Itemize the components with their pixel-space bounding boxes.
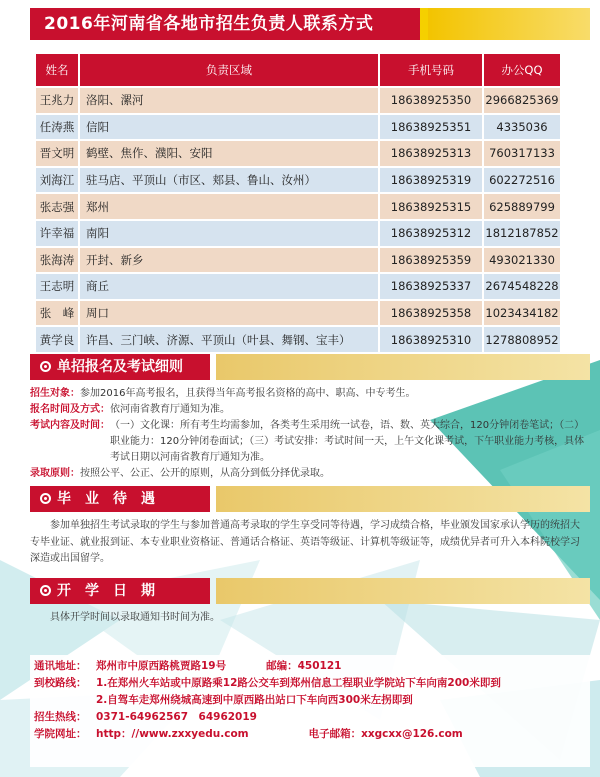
table-row <box>36 168 560 193</box>
cell-name: 许幸福 <box>36 221 78 246</box>
cell-phone: 18638925337 <box>380 274 482 299</box>
address-value: 郑州市中原西路桃贾路19号 <box>96 660 227 672</box>
cell-region: 洛阳、漯河 <box>80 88 378 113</box>
cell-qq: 2966825369 <box>484 88 560 113</box>
route-2: 2.自驾车走郑州绕城高速到中原西路出站口下车向西300米左拐即到 <box>96 694 413 706</box>
cell-qq: 1812187852 <box>484 221 560 246</box>
cell-name: 任涛燕 <box>36 115 78 140</box>
section-title: 开 学 日 期 <box>57 583 155 599</box>
header-name: 姓名 <box>36 54 78 86</box>
graduation-text: 参加单独招生考试录取的学生与参加普通高考录取的学生享受同等待遇，学习成绩合格，毕业颁发国家承认学历的统招大专毕业证、就业报到证、本专业职业资格证、普通话合格证、英语等级证、计算机等级证等，成绩优异者可升入本科院校学习深造或出国留学。 <box>30 520 580 564</box>
table-row <box>36 88 560 113</box>
contact-info-box <box>30 655 590 767</box>
table-row <box>36 194 560 219</box>
target-icon <box>40 493 51 504</box>
page-title: 2016年河南省各地市招生负责人联系方式 <box>30 8 420 40</box>
route-1: 1.在郑州火车站或中原路乘12路公交车到郑州信息工程职业学院站下车向南200米即到 <box>96 677 501 689</box>
hotline-row: 招生热线： 0371-64962567 64962019 <box>34 709 586 726</box>
info-item: 考试内容及时间： （一）文化课：所有考生均需参加，各类考生采用统一试卷，语、数、英大综合，120分钟闭卷笔试；（二）职业能力：120分钟闭卷面试；（三）考试安排：考试时间一天，上午文化课考试，下午职业能力考核，具体考试日期以河南省教育厅通知为准。 <box>30 420 585 463</box>
section-exam-header <box>30 354 590 380</box>
cell-region: 信阳 <box>80 115 378 140</box>
hotline-value: 0371-64962567 64962019 <box>96 711 257 723</box>
table-row <box>36 248 560 273</box>
cell-qq: 1023434182 <box>484 301 560 326</box>
address-row: 通讯地址： 郑州市中原西路桃贾路19号 邮编： 450121 <box>34 658 586 675</box>
target-icon <box>40 361 51 372</box>
cell-name: 刘海江 <box>36 168 78 193</box>
title-accent <box>428 8 590 40</box>
cell-phone: 18638925315 <box>380 194 482 219</box>
cell-name: 黄学良 <box>36 327 78 352</box>
table-header-row <box>36 54 560 86</box>
section-graduation-header <box>30 486 590 512</box>
info-item: 报名时间及方式： 依河南省教育厅通知为准。 <box>30 404 230 415</box>
cell-region: 周口 <box>80 301 378 326</box>
cell-qq: 493021330 <box>484 248 560 273</box>
route-row: 到校路线： 1.在郑州火车站或中原路乘12路公交车到郑州信息工程职业学院站下车向南200米即到 <box>34 675 586 692</box>
target-icon <box>40 585 51 596</box>
cell-name: 张 峰 <box>36 301 78 326</box>
cell-qq: 602272516 <box>484 168 560 193</box>
cell-region: 南阳 <box>80 221 378 246</box>
enrollment-text: 具体开学时间以录取通知书时间为准。 <box>50 612 220 623</box>
cell-phone: 18638925312 <box>380 221 482 246</box>
cell-qq: 1278808952 <box>484 327 560 352</box>
table-row <box>36 301 560 326</box>
header-qq: 办公QQ <box>484 54 560 86</box>
cell-name: 晋文明 <box>36 141 78 166</box>
table-row <box>36 221 560 246</box>
cell-region: 开封、新乡 <box>80 248 378 273</box>
cell-qq: 760317133 <box>484 141 560 166</box>
cell-name: 张志强 <box>36 194 78 219</box>
cell-phone: 18638925313 <box>380 141 482 166</box>
cell-region: 商丘 <box>80 274 378 299</box>
cell-region: 郑州 <box>80 194 378 219</box>
table-row <box>36 141 560 166</box>
cell-phone: 18638925350 <box>380 88 482 113</box>
cell-qq: 2674548228 <box>484 274 560 299</box>
email-link[interactable]: xxgcxx@126.com <box>361 728 463 740</box>
route-row <box>34 692 586 709</box>
header-region: 负责区域 <box>80 54 378 86</box>
cell-qq: 4335036 <box>484 115 560 140</box>
cell-phone: 18638925319 <box>380 168 482 193</box>
cell-phone: 18638925359 <box>380 248 482 273</box>
cell-region: 驻马店、平顶山（市区、郏县、鲁山、汝州） <box>80 168 378 193</box>
cell-phone: 18638925351 <box>380 115 482 140</box>
title-banner <box>30 8 590 40</box>
website-row: 学院网址： http：//www.zxxyedu.com 电子邮箱： xxgcxx@126.com <box>34 726 586 743</box>
table-row <box>36 115 560 140</box>
cell-name: 张海涛 <box>36 248 78 273</box>
exam-details <box>30 386 586 482</box>
cell-phone: 18638925358 <box>380 301 482 326</box>
info-item: 招生对象： 参加2016年高考报名，且获得当年高考报名资格的高中、职高、中专考生。 <box>30 388 416 399</box>
cell-phone: 18638925310 <box>380 327 482 352</box>
table-row <box>36 327 560 352</box>
cell-region: 许昌、三门峡、济源、平顶山（叶县、舞钢、宝丰） <box>80 327 378 352</box>
cell-name: 王兆力 <box>36 88 78 113</box>
cell-name: 王志明 <box>36 274 78 299</box>
section-title: 毕 业 待 遇 <box>57 491 155 507</box>
header-phone: 手机号码 <box>380 54 482 86</box>
section-title: 单招报名及考试细则 <box>57 359 183 375</box>
postcode-value: 450121 <box>297 660 342 672</box>
cell-qq: 625889799 <box>484 194 560 219</box>
info-item: 录取原则： 按照公平、公正、公开的原则，从高分到低分择优录取。 <box>30 468 330 479</box>
website-link[interactable]: http：//www.zxxyedu.com <box>96 728 249 740</box>
cell-region: 鹤壁、焦作、濮阳、安阳 <box>80 141 378 166</box>
contact-table <box>34 52 562 354</box>
section-enrollment-header <box>30 578 590 604</box>
table-row <box>36 274 560 299</box>
